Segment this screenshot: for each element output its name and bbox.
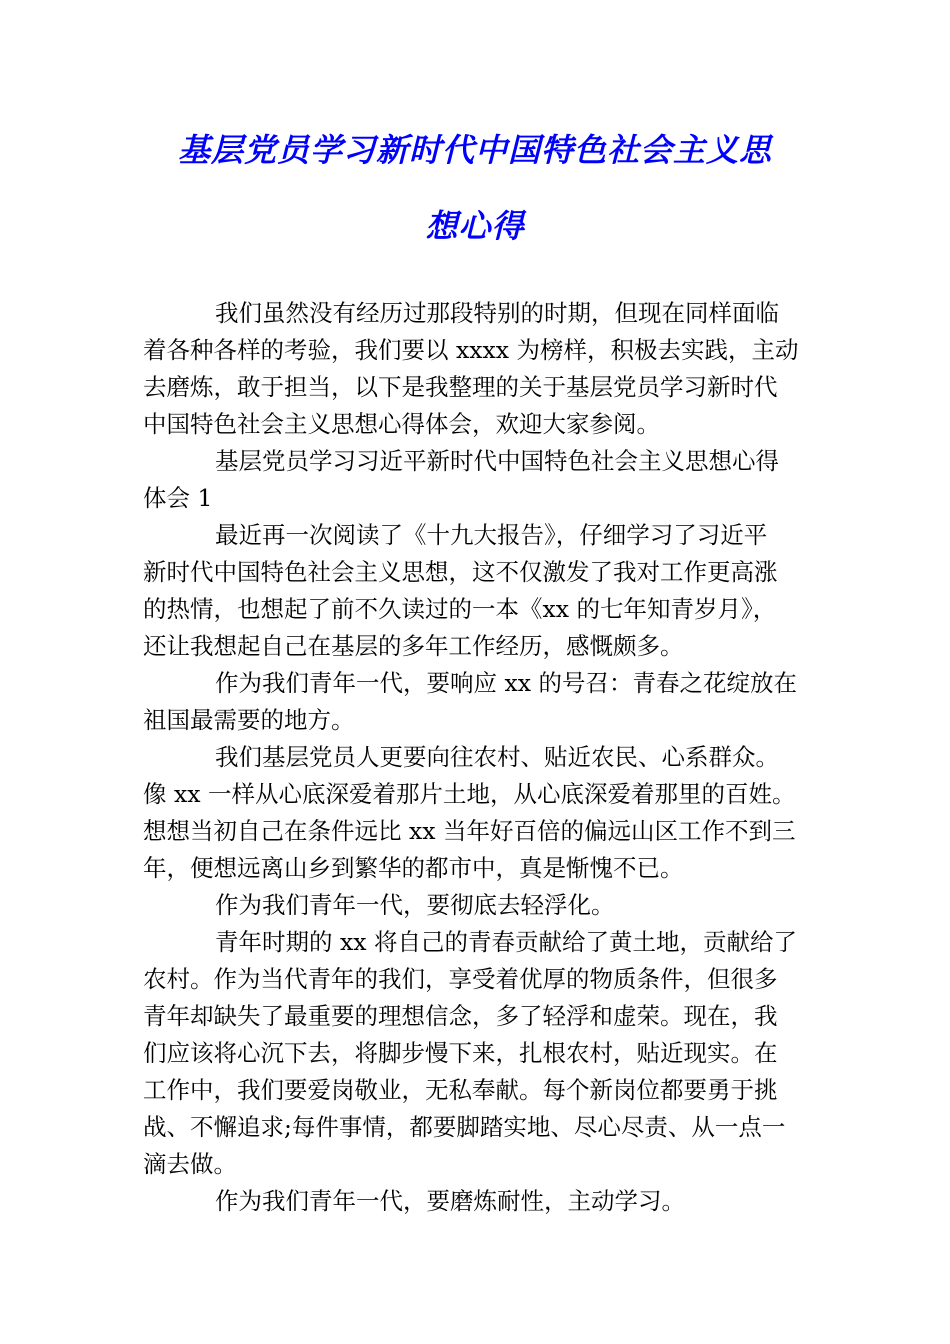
paragraph <box>143 443 803 517</box>
paragraph <box>143 665 803 739</box>
text-line: 新时代中国特色社会主义思想，这不仅激发了我对工作更高涨 <box>143 558 778 586</box>
text-line: 青年时期的 xx 将自己的青春贡献给了黄土地，贡献给了 <box>215 928 797 956</box>
text-line: 战、不懈追求;每件事情，都要脚踏实地、尽心尽责、从一点一 <box>143 1113 786 1141</box>
document-title-line-1: 基层党员学习新时代中国特色社会主义思 <box>177 131 772 169</box>
text-line: 年，便想远离山乡到繁华的都市中，真是惭愧不已。 <box>143 854 684 882</box>
paragraph <box>143 739 803 887</box>
document-body <box>143 295 803 1220</box>
text-line: 工作中，我们要爱岗敬业，无私奉献。每个新岗位都要勇于挑 <box>143 1076 778 1104</box>
text-line: 作为我们青年一代，要磨炼耐性，主动学习。 <box>215 1187 685 1215</box>
text-line: 祖国最需要的地方。 <box>143 706 355 734</box>
text-line: 中国特色社会主义思想心得体会，欢迎大家参阅。 <box>143 410 660 438</box>
text-line: 作为我们青年一代，要响应 xx 的号召：青春之花绽放在 <box>215 669 797 697</box>
text-line: 的热情，也想起了前不久读过的一本《xx 的七年知青岁月》， <box>143 595 777 623</box>
text-line: 还让我想起自己在基层的多年工作经历，感慨颇多。 <box>143 632 684 660</box>
text-line: 基层党员学习习近平新时代中国特色社会主义思想心得 <box>215 447 779 475</box>
paragraph <box>143 924 803 1183</box>
paragraph <box>143 887 803 924</box>
paragraph <box>143 517 803 665</box>
text-line: 我们虽然没有经历过那段特别的时期，但现在同样面临 <box>215 299 779 327</box>
text-line: 滴去做。 <box>143 1150 237 1178</box>
paragraph <box>143 295 803 443</box>
text-line: 去磨炼，敢于担当，以下是我整理的关于基层党员学习新时代 <box>143 373 778 401</box>
text-line: 青年却缺失了最重要的理想信念，多了轻浮和虚荣。现在，我 <box>143 1002 778 1030</box>
text-line: 农村。作为当代青年的我们，享受着优厚的物质条件，但很多 <box>143 965 778 993</box>
text-line: 我们基层党员人更要向往农村、贴近农民、心系群众。 <box>215 743 779 771</box>
text-line: 最近再一次阅读了《十九大报告》，仔细学习了习近平 <box>215 521 768 549</box>
paragraph <box>143 1183 803 1220</box>
text-line: 想想当初自己在条件远比 xx 当年好百倍的偏远山区工作不到三 <box>143 817 796 845</box>
document-title-line-2: 想心得 <box>425 207 525 245</box>
text-line: 作为我们青年一代，要彻底去轻浮化。 <box>215 891 615 919</box>
text-line: 们应该将心沉下去，将脚步慢下来，扎根农村，贴近现实。在 <box>143 1039 778 1067</box>
text-line: 体会 1 <box>143 484 213 512</box>
text-line: 像 xx 一样从心底深爱着那片土地，从心底深爱着那里的百姓。 <box>143 780 796 808</box>
text-line: 着各种各样的考验，我们要以 xxxx 为榜样，积极去实践，主动 <box>143 336 799 364</box>
